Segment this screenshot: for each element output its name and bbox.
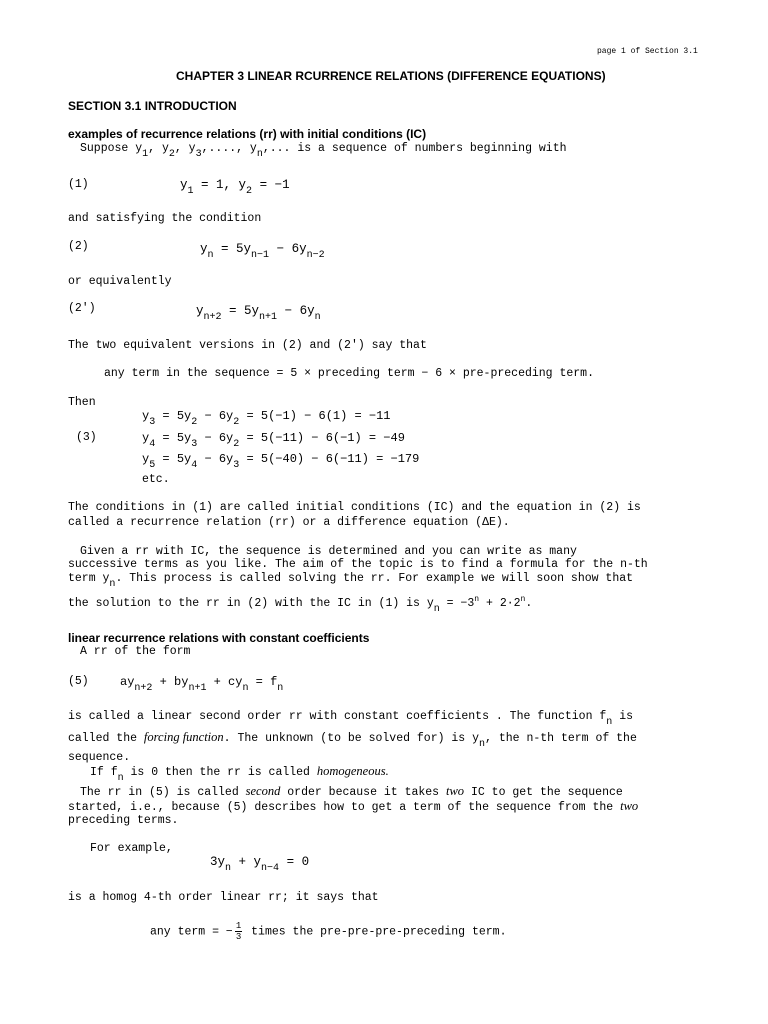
eq2-label: (2) (68, 240, 89, 253)
eq3-line-3: $y_5 = 5y_4 - 6y_3 = 5(-40) - 6(-11) = -179$ (142, 452, 420, 471)
called-line-2: called the forcing function. The unknown (to be solved for) is yn, the n-th term of the (68, 730, 637, 750)
chapter-title: CHAPTER 3 LINEAR RCURRENCE RELATIONS (DIFFERENCE EQUATIONS) (176, 69, 606, 83)
conditions-line-1: The conditions in (1) are called initial conditions (IC) and the equation in (2) is (68, 501, 641, 514)
eq2p-label: (2') (68, 302, 96, 315)
given-line-4: the solution to the rr in (2) with the IC in (1) is yn = $-3^n + 2\cdot 2^n$. (68, 595, 533, 615)
eq5-label: (5) (68, 675, 89, 688)
called-line-3: sequence. (68, 751, 131, 764)
eq3-line-1: $y_3 = 5y_2 - 6y_2 = 5(-1) - 6(1) = -11$ (142, 409, 391, 428)
given-line-1: Given a rr with IC, the sequence is determined and you can write as many (80, 545, 577, 558)
rr5-line-1: The rr in (5) is called second order because it takes two IC to get the sequence (80, 784, 623, 799)
form-line: A rr of the form (80, 645, 191, 658)
satisfying-text: and satisfying the condition (68, 212, 262, 225)
called-line-1: is called a linear second order rr with constant coefficients . The function fn is (68, 710, 634, 728)
rr5-line-2: started, i.e., because (5) describes how to get a term of the sequence from the two (68, 799, 639, 814)
etc-text: etc. (142, 473, 170, 486)
eq3-label: (3) (76, 431, 97, 444)
intro-line: Suppose y1, y2, y3,...., yn,... is a sequence of numbers beginning with (80, 142, 567, 160)
given-line-3: term yn. This process is called solving the rr. For example we will soon show that (68, 572, 634, 590)
subheading-linear: linear recurrence relations with constant coefficients (68, 631, 370, 645)
eq1-label: (1) (68, 178, 89, 191)
given-line-2: successive terms as you like. The aim of the topic is to find a formula for the n-th (68, 558, 648, 571)
if-line: If fn is 0 then the rr is called homogeneous. (90, 764, 389, 784)
eq1: $y_1 = 1$, $y_2 = -1$ (180, 178, 290, 197)
homog-line: is a homog 4-th order linear rr; it says that (68, 891, 379, 904)
page-header: page 1 of Section 3.1 (597, 47, 698, 56)
equivalently-text: or equivalently (68, 275, 172, 288)
section-title: SECTION 3.1 INTRODUCTION (68, 99, 237, 113)
eq6: $3y_n + y_{n-4} = 0$ (210, 855, 310, 874)
subheading-examples: examples of recurrence relations (rr) with initial conditions (IC) (68, 127, 427, 141)
then-text: Then (68, 396, 96, 409)
eq2p: $y_{n+2} = 5y_{n+1} - 6y_n$ (196, 304, 321, 323)
rr5-line-3: preceding terms. (68, 814, 179, 827)
conditions-line-2: called a recurrence relation (rr) or a difference equation (ΔE). (68, 516, 510, 529)
for-example-text: For example, (90, 842, 173, 855)
eq2: $y_n = 5y_{n-1} - 6y_{n-2}$ (200, 242, 325, 261)
fraction-one-third: $\frac{1}{3}$ (235, 921, 242, 942)
last-line: any term = − $\frac{1}{3}$ times the pre-pre-pre-preceding term. (150, 921, 507, 942)
eq3-line-2: $y_4 = 5y_3 - 6y_2 = 5(-11) - 6(-1) = -49$ (142, 431, 405, 450)
two-versions-text: The two equivalent versions in (2) and (2') say that (68, 339, 427, 352)
eq5: $ay_{n+2} + by_{n+1} + cy_n = f_n$ (120, 675, 284, 694)
any-term-line: any term in the sequence = 5 × preceding term − 6 × pre-preceding term. (104, 367, 594, 380)
